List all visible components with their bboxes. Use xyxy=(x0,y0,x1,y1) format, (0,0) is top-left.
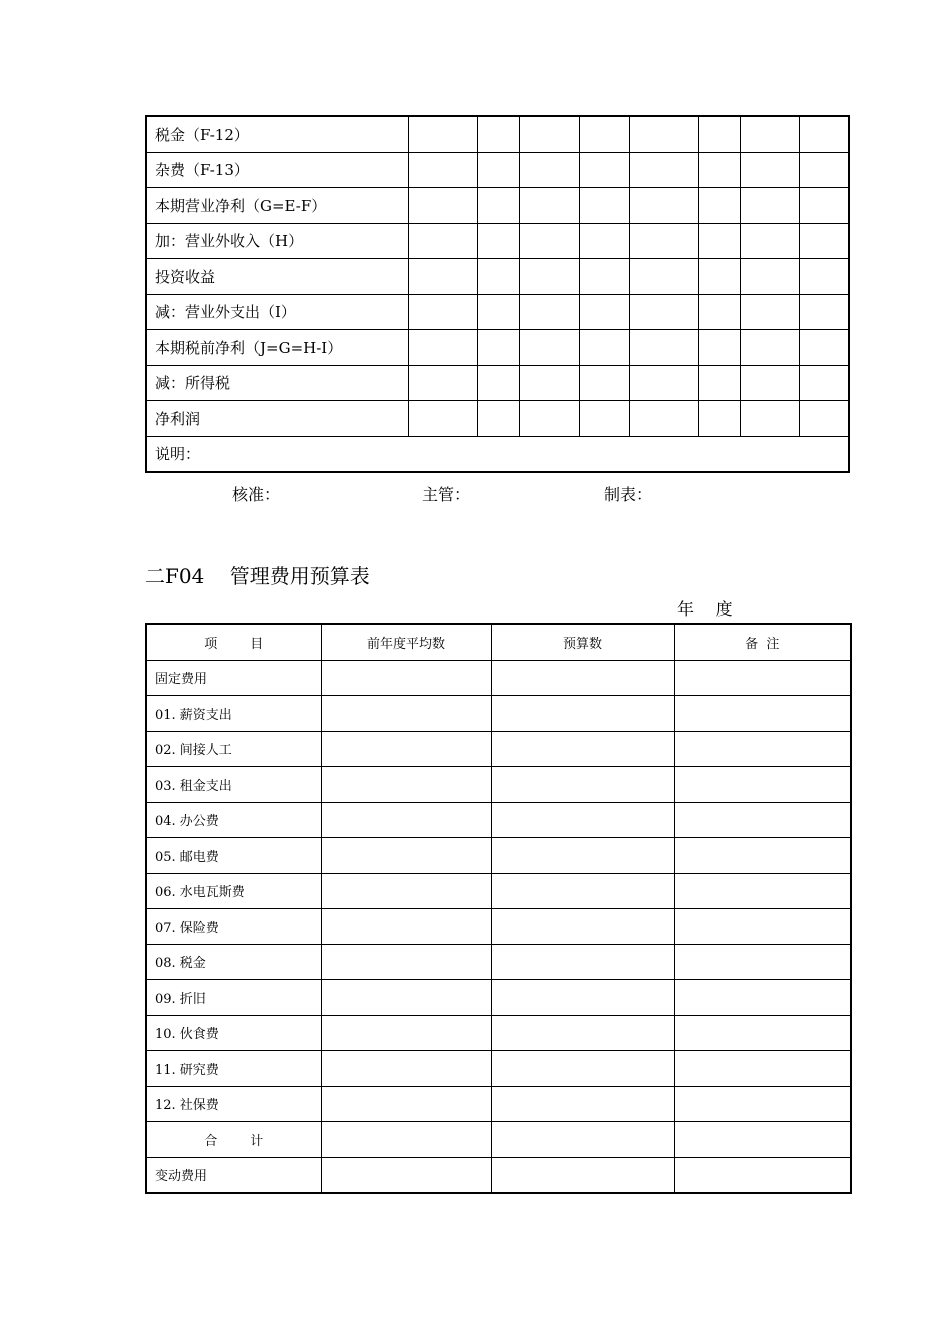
income-statement-table xyxy=(145,115,850,473)
row-label: 税金（F-12） xyxy=(146,116,408,152)
total-label: 合 计 xyxy=(146,1122,321,1158)
value-cell[interactable] xyxy=(408,259,477,295)
value-cell[interactable] xyxy=(740,365,799,401)
table-row xyxy=(146,152,849,188)
value-cell[interactable] xyxy=(321,1157,491,1193)
value-cell[interactable] xyxy=(519,365,579,401)
value-cell[interactable] xyxy=(629,294,698,330)
value-cell[interactable] xyxy=(408,223,477,259)
value-cell[interactable] xyxy=(740,188,799,224)
value-cell[interactable] xyxy=(408,294,477,330)
value-cell[interactable] xyxy=(519,294,579,330)
value-cell[interactable] xyxy=(674,873,851,909)
value-cell[interactable] xyxy=(740,401,799,437)
value-cell[interactable] xyxy=(321,1051,491,1087)
value-cell[interactable] xyxy=(321,696,491,732)
value-cell[interactable] xyxy=(674,1157,851,1193)
value-cell[interactable] xyxy=(698,294,740,330)
row-label: 03. 租金支出 xyxy=(146,767,321,803)
row-label: 本期营业净利（G=E-F） xyxy=(146,188,408,224)
value-cell[interactable] xyxy=(519,259,579,295)
value-cell[interactable] xyxy=(321,731,491,767)
value-cell[interactable] xyxy=(674,767,851,803)
value-cell[interactable] xyxy=(477,401,519,437)
value-cell[interactable] xyxy=(408,365,477,401)
value-cell[interactable] xyxy=(740,223,799,259)
table-row xyxy=(146,838,851,874)
value-cell[interactable] xyxy=(799,188,849,224)
row-label: 08. 税金 xyxy=(146,944,321,980)
value-cell[interactable] xyxy=(491,1122,674,1158)
header-budget: 预算数 xyxy=(491,624,674,660)
row-label: 投资收益 xyxy=(146,259,408,295)
value-cell[interactable] xyxy=(579,330,629,366)
value-cell[interactable] xyxy=(698,223,740,259)
value-cell[interactable] xyxy=(740,116,799,152)
value-cell[interactable] xyxy=(321,944,491,980)
value-cell[interactable] xyxy=(674,802,851,838)
table-row xyxy=(146,980,851,1016)
value-cell[interactable] xyxy=(519,330,579,366)
row-label: 04. 办公费 xyxy=(146,802,321,838)
value-cell[interactable] xyxy=(321,802,491,838)
table-row xyxy=(146,223,849,259)
row-label: 07. 保险费 xyxy=(146,909,321,945)
table-row xyxy=(146,802,851,838)
value-cell[interactable] xyxy=(698,259,740,295)
value-cell[interactable] xyxy=(408,188,477,224)
value-cell[interactable] xyxy=(698,330,740,366)
value-cell[interactable] xyxy=(674,909,851,945)
value-cell[interactable] xyxy=(491,980,674,1016)
value-cell[interactable] xyxy=(674,660,851,696)
value-cell[interactable] xyxy=(519,116,579,152)
value-cell[interactable] xyxy=(799,330,849,366)
row-label: 固定费用 xyxy=(146,660,321,696)
value-cell[interactable] xyxy=(321,909,491,945)
prepared-by-label: 制表： xyxy=(604,485,653,504)
value-cell[interactable] xyxy=(799,365,849,401)
value-cell[interactable] xyxy=(674,838,851,874)
table-row xyxy=(146,944,851,980)
value-cell[interactable] xyxy=(698,365,740,401)
value-cell[interactable] xyxy=(698,188,740,224)
row-label: 本期税前净利（J=G=H-I） xyxy=(146,330,408,366)
table-row xyxy=(146,1051,851,1087)
value-cell[interactable] xyxy=(674,1122,851,1158)
value-cell[interactable] xyxy=(477,259,519,295)
value-cell[interactable] xyxy=(579,294,629,330)
table-row xyxy=(146,330,849,366)
value-cell[interactable] xyxy=(740,259,799,295)
row-label: 加：营业外收入（H） xyxy=(146,223,408,259)
row-label: 变动费用 xyxy=(146,1157,321,1193)
value-cell[interactable] xyxy=(321,767,491,803)
value-cell[interactable] xyxy=(477,294,519,330)
table-row xyxy=(146,1086,851,1122)
table-row xyxy=(146,259,849,295)
value-cell[interactable] xyxy=(629,223,698,259)
value-cell[interactable] xyxy=(674,696,851,732)
note-row xyxy=(146,436,849,472)
value-cell[interactable] xyxy=(674,980,851,1016)
value-cell[interactable] xyxy=(799,259,849,295)
value-cell[interactable] xyxy=(491,909,674,945)
value-cell[interactable] xyxy=(408,330,477,366)
value-cell[interactable] xyxy=(491,696,674,732)
value-cell[interactable] xyxy=(408,401,477,437)
row-label: 10. 伙食费 xyxy=(146,1015,321,1051)
value-cell[interactable] xyxy=(519,401,579,437)
row-label: 09. 折旧 xyxy=(146,980,321,1016)
value-cell[interactable] xyxy=(491,767,674,803)
value-cell[interactable] xyxy=(698,116,740,152)
row-label: 净利润 xyxy=(146,401,408,437)
value-cell[interactable] xyxy=(491,944,674,980)
value-cell[interactable] xyxy=(408,152,477,188)
value-cell[interactable] xyxy=(477,223,519,259)
table-row xyxy=(146,1122,851,1158)
value-cell[interactable] xyxy=(674,731,851,767)
value-cell[interactable] xyxy=(698,401,740,437)
row-label: 杂费（F-13） xyxy=(146,152,408,188)
table-row xyxy=(146,116,849,152)
table-row xyxy=(146,696,851,732)
table-row xyxy=(146,731,851,767)
value-cell[interactable] xyxy=(579,223,629,259)
table-row xyxy=(146,1157,851,1193)
value-cell[interactable] xyxy=(799,223,849,259)
table-row xyxy=(146,294,849,330)
table-row xyxy=(146,188,849,224)
value-cell[interactable] xyxy=(674,1051,851,1087)
table-row xyxy=(146,1015,851,1051)
table-row xyxy=(146,401,849,437)
section-title: 二F04 管理费用预算表 xyxy=(145,564,370,588)
value-cell[interactable] xyxy=(477,152,519,188)
value-cell[interactable] xyxy=(321,873,491,909)
row-label: 11. 研究费 xyxy=(146,1051,321,1087)
value-cell[interactable] xyxy=(321,1015,491,1051)
value-cell[interactable] xyxy=(579,188,629,224)
value-cell[interactable] xyxy=(491,1051,674,1087)
table-row xyxy=(146,873,851,909)
header-prev-year-avg: 前年度平均数 xyxy=(321,624,491,660)
header-item: 项 目 xyxy=(146,624,321,660)
value-cell[interactable] xyxy=(629,259,698,295)
row-label: 01. 薪资支出 xyxy=(146,696,321,732)
value-cell[interactable] xyxy=(491,1157,674,1193)
value-cell[interactable] xyxy=(579,259,629,295)
table-row xyxy=(146,660,851,696)
value-cell[interactable] xyxy=(491,1086,674,1122)
year-label: 年 度 xyxy=(677,600,733,620)
table-header-row xyxy=(146,624,851,660)
row-label: 05. 邮电费 xyxy=(146,838,321,874)
value-cell[interactable] xyxy=(519,223,579,259)
admin-expense-budget-table xyxy=(145,623,852,1194)
value-cell[interactable] xyxy=(477,188,519,224)
approve-label: 核准： xyxy=(232,485,281,504)
value-cell[interactable] xyxy=(491,802,674,838)
table-row xyxy=(146,767,851,803)
value-cell[interactable] xyxy=(519,152,579,188)
row-label: 06. 水电瓦斯费 xyxy=(146,873,321,909)
table-row xyxy=(146,365,849,401)
value-cell[interactable] xyxy=(740,330,799,366)
value-cell[interactable] xyxy=(491,873,674,909)
value-cell[interactable] xyxy=(674,1015,851,1051)
value-cell[interactable] xyxy=(579,401,629,437)
value-cell[interactable] xyxy=(491,838,674,874)
value-cell[interactable] xyxy=(321,1122,491,1158)
value-cell[interactable] xyxy=(477,330,519,366)
value-cell[interactable] xyxy=(629,365,698,401)
value-cell[interactable] xyxy=(491,1015,674,1051)
value-cell[interactable] xyxy=(491,731,674,767)
row-label: 02. 间接人工 xyxy=(146,731,321,767)
note-label[interactable]: 说明： xyxy=(146,436,849,472)
value-cell[interactable] xyxy=(629,330,698,366)
value-cell[interactable] xyxy=(321,980,491,1016)
supervisor-label: 主管： xyxy=(422,485,471,504)
value-cell[interactable] xyxy=(740,152,799,188)
value-cell[interactable] xyxy=(629,152,698,188)
value-cell[interactable] xyxy=(629,188,698,224)
row-label: 12. 社保费 xyxy=(146,1086,321,1122)
value-cell[interactable] xyxy=(740,294,799,330)
value-cell[interactable] xyxy=(321,1086,491,1122)
value-cell[interactable] xyxy=(799,116,849,152)
value-cell[interactable] xyxy=(799,152,849,188)
value-cell[interactable] xyxy=(579,152,629,188)
value-cell[interactable] xyxy=(629,116,698,152)
value-cell[interactable] xyxy=(477,116,519,152)
value-cell[interactable] xyxy=(799,294,849,330)
value-cell[interactable] xyxy=(629,401,698,437)
value-cell[interactable] xyxy=(408,116,477,152)
value-cell[interactable] xyxy=(321,838,491,874)
value-cell[interactable] xyxy=(491,660,674,696)
value-cell[interactable] xyxy=(321,660,491,696)
value-cell[interactable] xyxy=(674,1086,851,1122)
value-cell[interactable] xyxy=(674,944,851,980)
row-label: 减：所得税 xyxy=(146,365,408,401)
value-cell[interactable] xyxy=(799,401,849,437)
value-cell[interactable] xyxy=(698,152,740,188)
header-remarks: 备 注 xyxy=(674,624,851,660)
value-cell[interactable] xyxy=(579,365,629,401)
value-cell[interactable] xyxy=(579,116,629,152)
row-label: 减：营业外支出（I） xyxy=(146,294,408,330)
value-cell[interactable] xyxy=(519,188,579,224)
value-cell[interactable] xyxy=(477,365,519,401)
table-row xyxy=(146,909,851,945)
